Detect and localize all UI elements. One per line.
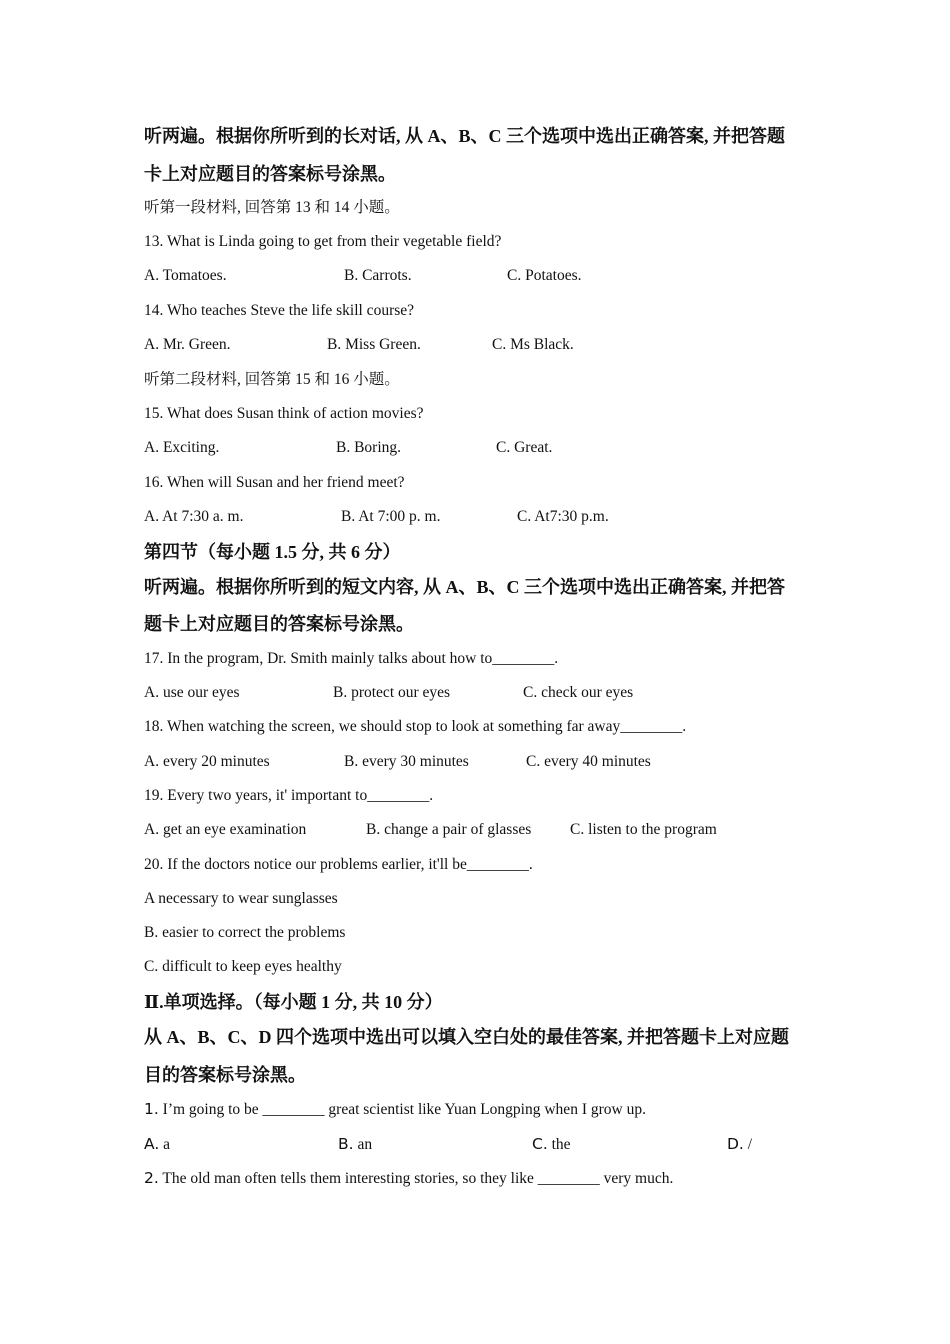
q13-option-a: A. Tomatoes.: [144, 267, 227, 284]
q16-option-c: C. At7:30 p.m.: [517, 508, 609, 525]
mc1-option-d-letter: D.: [727, 1135, 744, 1153]
q20-option-b: B. easier to correct the problems: [144, 924, 346, 941]
q13-option-c: C. Potatoes.: [507, 267, 582, 284]
mc1-number: 1.: [144, 1100, 159, 1118]
q18-stem: 18. When watching the screen, we should stop to look at something far away________.: [144, 718, 687, 735]
mc1-stem: I’m going to be ________ great scientist like Yuan Longping when I grow up.: [158, 1101, 646, 1118]
section4-instruction-line1: 听两遍。根据你所听到的短文内容, 从 A、B、C 三个选项中选出正确答案, 并把答: [144, 577, 786, 597]
q18-option-a: A. every 20 minutes: [144, 753, 270, 770]
q19-stem: 19. Every two years, it' important to________.: [144, 787, 434, 804]
q15-option-a: A. Exciting.: [144, 439, 220, 456]
q14-option-a: A. Mr. Green.: [144, 336, 231, 353]
mc2-question: [144, 1168, 673, 1189]
q17-option-a: A. use our eyes: [144, 684, 240, 701]
mc1-option-a-text: a: [159, 1136, 171, 1153]
mc1-option-a-letter: A.: [144, 1135, 160, 1153]
q13-option-b: B. Carrots.: [344, 267, 412, 284]
mc1-option-c-letter: C.: [532, 1135, 548, 1153]
dialogue1-intro: 听第一段材料, 回答第 13 和 14 小题。: [144, 199, 400, 216]
q20-option-c: C. difficult to keep eyes healthy: [144, 958, 342, 975]
section4-title: 第四节（每小题 1.5 分, 共 6 分）: [144, 542, 401, 562]
q15-option-c: C. Great.: [496, 439, 553, 456]
q16-option-b: B. At 7:00 p. m.: [341, 508, 441, 525]
mc1-option-c-text: the: [547, 1136, 571, 1153]
mc1-question: [144, 1099, 646, 1120]
q20-stem: 20. If the doctors notice our problems earlier, it'll be________.: [144, 856, 533, 873]
q18-option-b: B. every 30 minutes: [344, 753, 469, 770]
mc1-option-b: [338, 1134, 372, 1155]
q18-option-c: C. every 40 minutes: [526, 753, 651, 770]
mc2-stem: The old man often tells them interesting stories, so they like ________ very much.: [158, 1170, 674, 1187]
q19-option-b: B. change a pair of glasses: [366, 821, 532, 838]
part2-instruction-line2: 目的答案标号涂黑。: [144, 1065, 306, 1085]
q15-option-b: B. Boring.: [336, 439, 402, 456]
mc1-option-b-text: an: [353, 1136, 373, 1153]
q17-option-b: B. protect our eyes: [333, 684, 451, 701]
mc1-option-b-letter: B.: [338, 1135, 354, 1153]
q15-stem: 15. What does Susan think of action movies?: [144, 405, 424, 422]
q16-option-a: A. At 7:30 a. m.: [144, 508, 244, 525]
q19-option-a: A. get an eye examination: [144, 821, 307, 838]
mc1-option-d-text: /: [743, 1136, 753, 1153]
part2-instruction-line1: 从 A、B、C、D 四个选项中选出可以填入空白处的最佳答案, 并把答题卡上对应题: [144, 1027, 789, 1047]
q14-option-c: C. Ms Black.: [492, 336, 574, 353]
q20-option-a: A necessary to wear sunglasses: [144, 890, 338, 907]
section4-instruction-line2: 题卡上对应题目的答案标号涂黑。: [144, 614, 414, 634]
mc1-option-c: [532, 1134, 571, 1155]
q17-stem: 17. In the program, Dr. Smith mainly talks about how to________.: [144, 650, 559, 667]
q16-stem: 16. When will Susan and her friend meet?: [144, 474, 405, 491]
q14-option-b: B. Miss Green.: [327, 336, 421, 353]
part2-title: Ⅱ.单项选择。（每小题 1 分, 共 10 分）: [144, 992, 443, 1012]
part3-instruction-line2: 卡上对应题目的答案标号涂黑。: [144, 164, 396, 184]
mc2-number: 2.: [144, 1169, 159, 1187]
q17-option-c: C. check our eyes: [523, 684, 634, 701]
mc1-option-d: [727, 1134, 752, 1155]
q19-option-c: C. listen to the program: [570, 821, 717, 838]
q14-stem: 14. Who teaches Steve the life skill course?: [144, 302, 415, 319]
dialogue2-intro: 听第二段材料, 回答第 15 和 16 小题。: [144, 371, 400, 388]
mc1-option-a: [144, 1134, 170, 1155]
part3-instruction-line1: 听两遍。根据你所听到的长对话, 从 A、B、C 三个选项中选出正确答案, 并把答题: [144, 126, 786, 146]
q13-stem: 13. What is Linda going to get from their vegetable field?: [144, 233, 502, 250]
